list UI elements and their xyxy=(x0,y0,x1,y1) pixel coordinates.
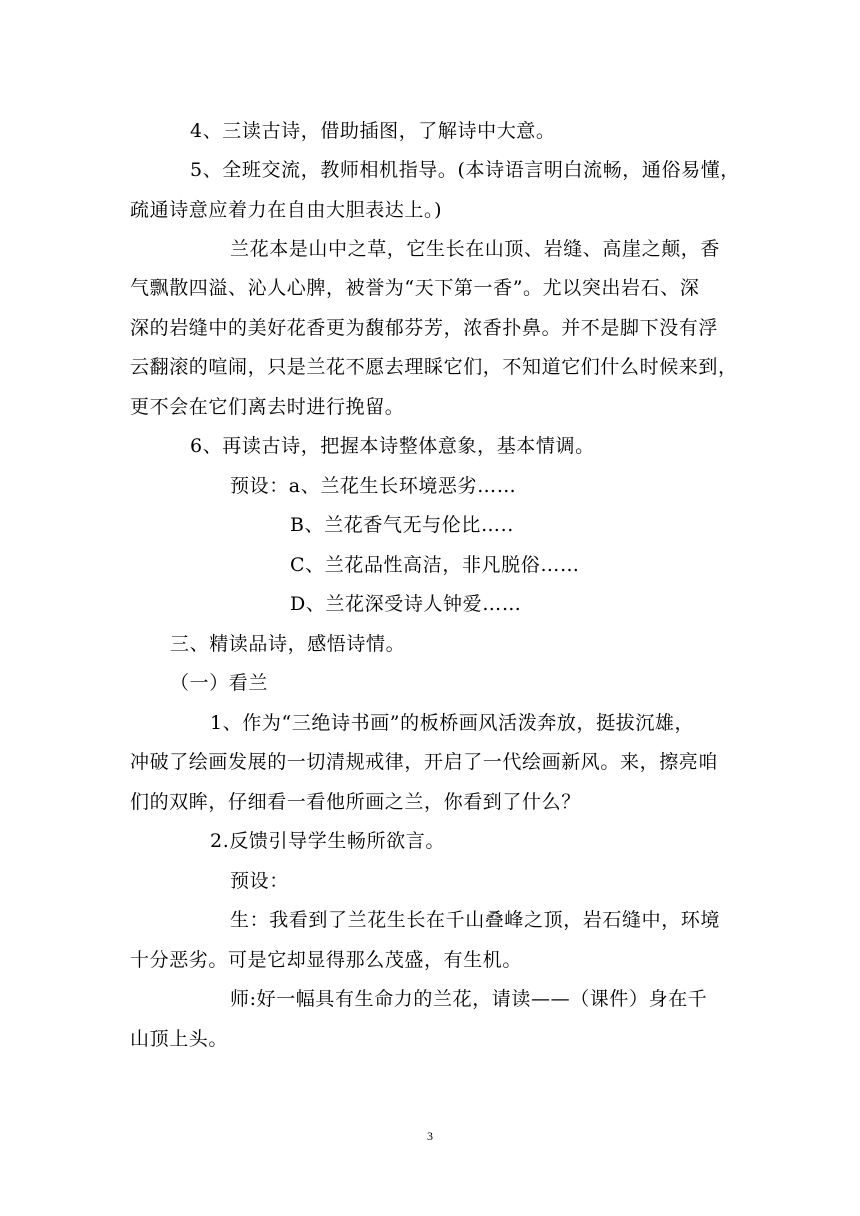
orchid-paragraph-line-4: 云翻滚的喧闹，只是兰花不愿去理睬它们，不知道它们什么时候来到， xyxy=(130,356,738,378)
preset-label: 预设： xyxy=(230,870,289,892)
teacher-line-2: 山顶上头。 xyxy=(130,1028,229,1050)
item-1-line-1: 1、作为“三绝诗书画”的板桥画风活泼奔放，挺拔沉雄， xyxy=(210,712,695,734)
orchid-paragraph-line-2: 气飘散四溢、沁人心脾，被誉为“天下第一香”。尤以突出岩石、深 xyxy=(130,277,700,299)
preset-a: 预设：a、兰花生长环境恶劣…… xyxy=(230,475,517,497)
preset-c: C、兰花品性高洁，非凡脱俗…… xyxy=(290,554,580,576)
item-2-feedback: 2.反馈引导学生畅所欲言。 xyxy=(210,830,445,852)
page-number: 3 xyxy=(427,1129,433,1143)
item-1-line-2: 冲破了绘画发展的一切清规戒律，开启了一代绘画新风。来，擦亮咱 xyxy=(130,751,719,773)
step-4-read-third-time: 4、三读古诗，借助插图，了解诗中大意。 xyxy=(190,120,556,142)
orchid-paragraph-line-5: 更不会在它们离去时进行挽留。 xyxy=(130,396,405,418)
orchid-paragraph-line-3: 深的岩缝中的美好花香更为馥郁芬芳，浓香扑鼻。并不是脚下没有浮 xyxy=(130,317,719,339)
orchid-paragraph-line-1: 兰花本是山中之草，它生长在山顶、岩缝、高崖之颠，香 xyxy=(230,238,721,260)
student-answer-line-2: 十分恶劣。可是它却显得那么茂盛，有生机。 xyxy=(130,949,523,971)
preset-b: B、兰花香气无与伦比….. xyxy=(290,514,514,536)
subsection-look-at-orchid: （一）看兰 xyxy=(170,672,269,694)
student-answer-line-1: 生：我看到了兰花生长在千山叠峰之顶，岩石缝中，环境 xyxy=(230,909,721,931)
item-1-line-3: 们的双眸，仔细看一看他所画之兰，你看到了什么？ xyxy=(130,791,581,813)
step-5-continuation: 疏通诗意应着力在自由大胆表达上。) xyxy=(130,199,443,221)
preset-d: D、兰花深受诗人钟爱…… xyxy=(290,593,522,615)
section-three-heading: 三、精读品诗，感悟诗情。 xyxy=(170,633,406,655)
teacher-line-1: 师:好一幅具有生命力的兰花，请读——（课件）身在千 xyxy=(230,988,708,1010)
step-5-class-discussion: 5、全班交流，教师相机指导。(本诗语言明白流畅，通俗易懂， xyxy=(190,159,740,181)
step-6-read-again: 6、再读古诗，把握本诗整体意象，基本情调。 xyxy=(190,435,595,457)
